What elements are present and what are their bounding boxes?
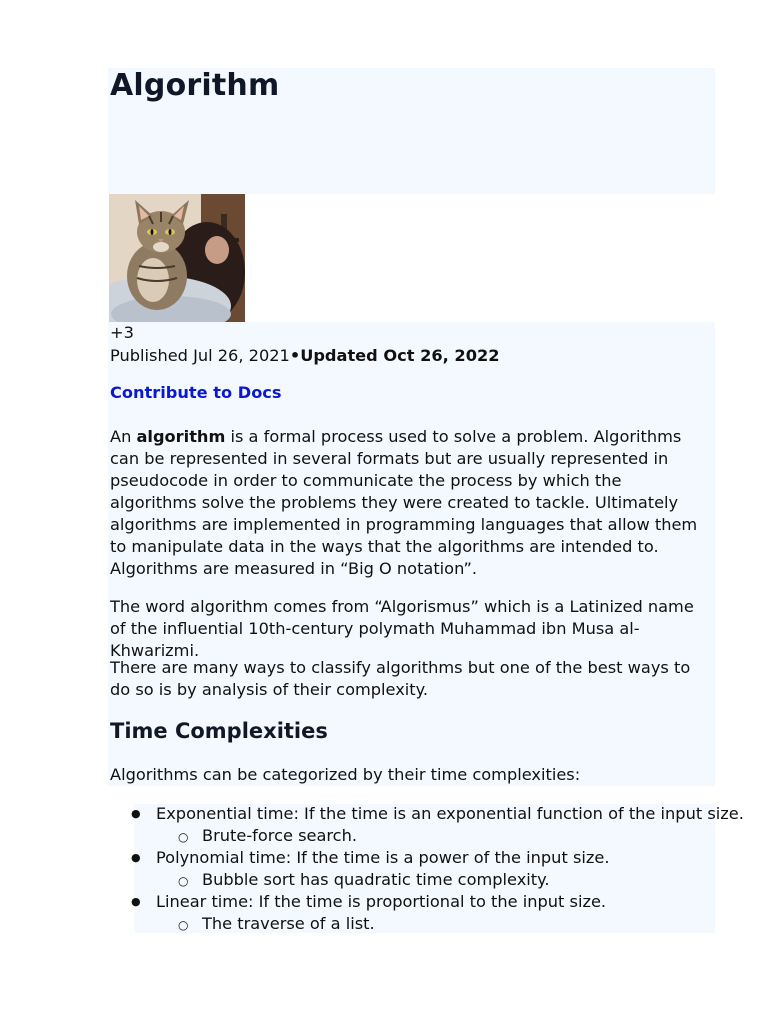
bullet-disc-icon: ● xyxy=(131,895,141,908)
updated-date: Updated Oct 26, 2022 xyxy=(300,346,500,365)
intro-paragraph xyxy=(110,426,712,580)
sub-list-item-label: Brute-force search. xyxy=(202,826,357,845)
meta-separator: • xyxy=(289,346,301,365)
cat-photo xyxy=(109,194,245,322)
p1-before: An xyxy=(110,427,137,446)
publish-info xyxy=(110,345,499,367)
list-item xyxy=(131,847,610,869)
sub-list-item-label: The traverse of a list. xyxy=(202,914,375,933)
list-item-label: Linear time: If the time is proportional to the input size. xyxy=(156,892,607,911)
sub-list-item xyxy=(178,913,375,935)
bullet-circle-icon: ○ xyxy=(178,918,189,932)
bullet-disc-icon: ● xyxy=(131,851,141,864)
list-item xyxy=(131,891,607,913)
p1-after: is a formal process used to solve a problem. Algorithms can be represented in several formats but are usually represented in pseudocode in order to communicate the process by which the algorithms solve the problems they were created to tackle. Ultimately algorithms are implemented in programming languages that allow them to manipulate data in the ways that the algorithms are intended to. Algorithms are measured in “Big O notation”. xyxy=(110,427,698,578)
more-contributors-count[interactable]: +3 xyxy=(110,323,134,342)
sub-list-item xyxy=(178,825,357,847)
bullet-circle-icon: ○ xyxy=(178,830,189,844)
section-intro: Algorithms can be categorized by their time complexities: xyxy=(110,765,581,784)
list-item xyxy=(131,803,744,825)
etymology-paragraph: The word algorithm comes from “Algorismus” which is a Latinized name of the influential 10th-century polymath Muhammad ibn Musa al-Khwarizmi. xyxy=(110,597,694,660)
contribute-link[interactable]: Contribute to Docs xyxy=(110,383,282,402)
bullet-circle-icon: ○ xyxy=(178,874,189,888)
sub-list-item xyxy=(178,869,550,891)
bullet-disc-icon: ● xyxy=(131,807,141,820)
algorithm-term: algorithm xyxy=(136,427,226,446)
published-date: Published Jul 26, 2021 xyxy=(110,346,290,365)
sub-list-item-label: Bubble sort has quadratic time complexity. xyxy=(202,870,550,889)
page-title: Algorithm xyxy=(110,68,280,103)
list-item-label: Exponential time: If the time is an exponential function of the input size. xyxy=(156,804,744,823)
classification-paragraph: There are many ways to classify algorithms but one of the best ways to do so is by analysis of their complexity. xyxy=(110,658,691,699)
section-heading: Time Complexities xyxy=(110,719,328,743)
list-item-label: Polynomial time: If the time is a power of the input size. xyxy=(156,848,610,867)
contributor-avatar[interactable] xyxy=(109,194,245,322)
